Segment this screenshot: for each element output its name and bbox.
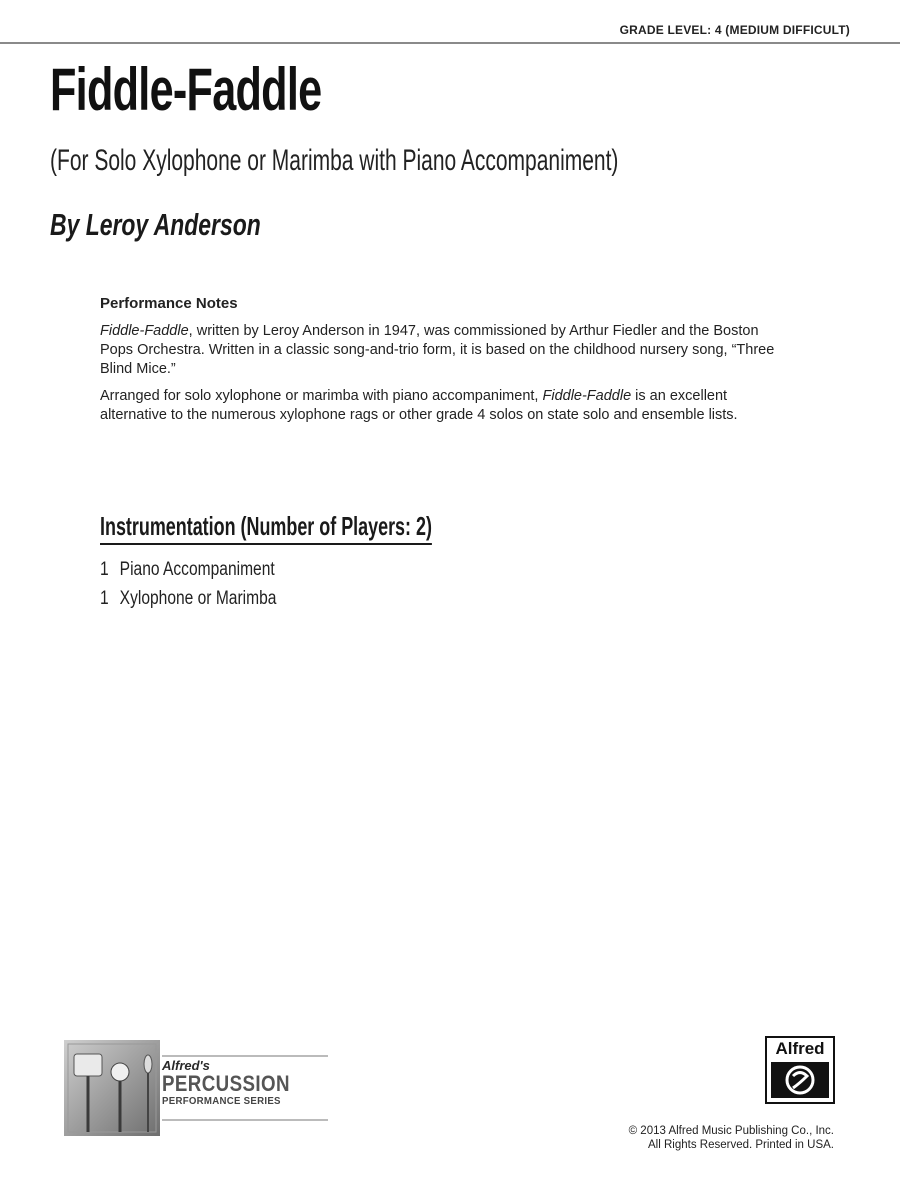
instrument-name: Piano Accompaniment: [119, 559, 275, 580]
notes-p1-text: , written by Leroy Anderson in 1947, was commissioned by Arthur Fiedler and the Boston Pops Orchestra. Written in a classic song-and-trio form, it is based on the childhood nursery song, “Three Blind Mice.”: [100, 323, 775, 377]
composer-byline: By Leroy Anderson: [50, 207, 261, 242]
alfred-logo-word: Alfred: [775, 1039, 825, 1058]
series-logo-text: [162, 1058, 312, 1108]
notes-paragraph-2: [100, 387, 790, 425]
copyright-line-1: © 2013 Alfred Music Publishing Co., Inc.: [628, 1125, 834, 1137]
notes-title-ref: Fiddle-Faddle: [542, 388, 632, 404]
instrument-qty: 1: [100, 588, 109, 609]
series-line-1: Alfred's: [162, 1058, 210, 1073]
series-line-3: PERFORMANCE SERIES: [162, 1095, 281, 1107]
instrument-qty: 1: [100, 559, 109, 580]
copyright: [629, 1124, 834, 1152]
instrument-name: Xylophone or Marimba: [119, 588, 277, 609]
header-rule: [0, 42, 900, 44]
instrumentation-heading: Instrumentation (Number of Players: 2): [100, 509, 432, 545]
performance-notes: [100, 294, 790, 433]
grade-level: GRADE LEVEL: 4 (MEDIUM DIFFICULT): [619, 23, 850, 37]
copyright-line-2: All Rights Reserved. Printed in USA.: [648, 1139, 834, 1151]
list-item: [100, 557, 276, 586]
list-item: [100, 586, 276, 615]
notes-title-ref: Fiddle-Faddle: [100, 323, 189, 339]
notes-p2-text: is an excellent alternative to the numerous xylophone rags or other grade 4 solos on state solo and ensemble lists.: [100, 388, 738, 423]
notes-p2-start: Arranged for solo xylophone or marimba with piano accompaniment,: [100, 388, 543, 404]
alfred-publisher-logo: [765, 1036, 835, 1104]
percussion-series-logo: [62, 1032, 330, 1138]
page-title: Fiddle-Faddle: [50, 56, 322, 123]
series-line-2: PERCUSSION: [162, 1071, 290, 1096]
subtitle: (For Solo Xylophone or Marimba with Piano Accompaniment): [50, 144, 619, 177]
notes-paragraph-1: [100, 322, 790, 379]
instrumentation-list: [100, 557, 315, 615]
performance-notes-heading: Performance Notes: [100, 295, 238, 312]
